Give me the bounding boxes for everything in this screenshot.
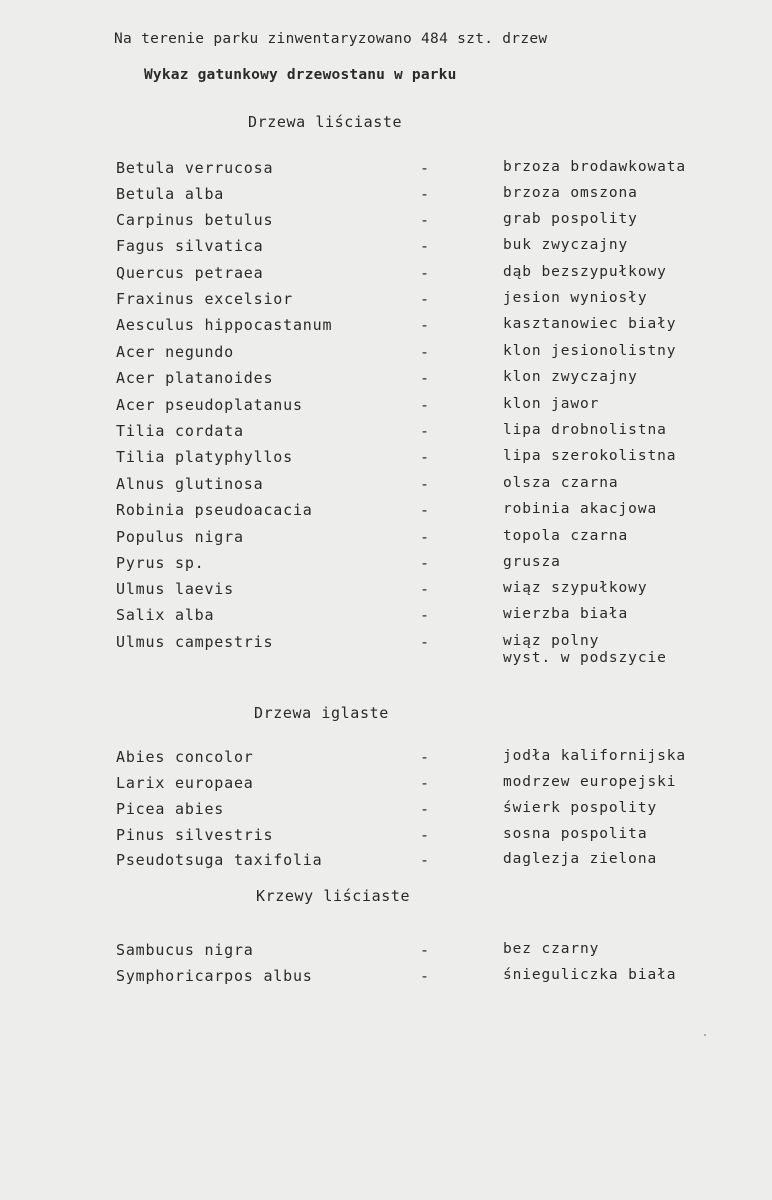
- polish-name: olsza czarna: [503, 475, 619, 491]
- latin-name: Abies concolor: [116, 748, 254, 766]
- polish-name: dąb bezszypułkowy: [503, 264, 667, 280]
- polish-name: klon zwyczajny: [503, 369, 638, 385]
- polish-name: sosna pospolita: [503, 826, 648, 842]
- latin-name: Acer negundo: [116, 343, 234, 361]
- polish-name: klon jawor: [503, 396, 600, 412]
- list-item: [0, 290, 772, 314]
- separator-dash: -: [420, 159, 430, 177]
- separator-dash: -: [420, 606, 430, 624]
- latin-name: Fagus silvatica: [116, 237, 264, 255]
- list-item: [0, 941, 772, 965]
- latin-name: Alnus glutinosa: [116, 475, 264, 493]
- separator-dash: -: [420, 369, 430, 387]
- section-heading-deciduous-trees: Drzewa liściaste: [248, 113, 403, 131]
- list-item: [0, 396, 772, 420]
- polish-name: modrzew europejski: [503, 774, 677, 790]
- latin-name: Tilia platyphyllos: [116, 448, 293, 466]
- list-item: [0, 237, 772, 261]
- separator-dash: -: [420, 851, 430, 869]
- list-item: [0, 851, 772, 875]
- list-item: [0, 606, 772, 630]
- polish-name: śnieguliczka biała: [503, 967, 677, 983]
- list-item: [0, 343, 772, 367]
- separator-dash: -: [420, 528, 430, 546]
- separator-dash: -: [420, 826, 430, 844]
- list-item: [0, 528, 772, 552]
- list-item: [0, 800, 772, 824]
- separator-dash: -: [420, 237, 430, 255]
- latin-name: Pseudotsuga taxifolia: [116, 851, 323, 869]
- separator-dash: -: [420, 422, 430, 440]
- polish-name: daglezja zielona: [503, 851, 658, 867]
- latin-name: Picea abies: [116, 800, 225, 818]
- latin-name: Populus nigra: [116, 528, 244, 546]
- polish-name: brzoza brodawkowata: [503, 159, 686, 175]
- separator-dash: -: [420, 475, 430, 493]
- list-item: [0, 967, 772, 991]
- list-item: [0, 185, 772, 209]
- intro-text: Na terenie parku zinwentaryzowano 484 szt. drzew: [114, 31, 548, 47]
- list-item: [0, 422, 772, 446]
- section-heading-coniferous-trees: Drzewa iglaste: [254, 704, 389, 722]
- latin-name: Ulmus laevis: [116, 580, 234, 598]
- latin-name: Fraxinus excelsior: [116, 290, 293, 308]
- latin-name: Pinus silvestris: [116, 826, 274, 844]
- latin-name: Sambucus nigra: [116, 941, 254, 959]
- latin-name: Tilia cordata: [116, 422, 244, 440]
- latin-name: Robinia pseudoacacia: [116, 501, 313, 519]
- list-item: [0, 826, 772, 850]
- latin-name: Larix europaea: [116, 774, 254, 792]
- latin-name: Quercus petraea: [116, 264, 264, 282]
- polish-name: grusza: [503, 554, 561, 570]
- paper-speck: [704, 1034, 706, 1036]
- polish-name: lipa szerokolistna: [503, 448, 677, 464]
- separator-dash: -: [420, 967, 430, 985]
- polish-name: kasztanowiec biały: [503, 316, 677, 332]
- list-item: [0, 748, 772, 772]
- separator-dash: -: [420, 501, 430, 519]
- note-text: wyst. w podszycie: [503, 650, 667, 666]
- list-item: [0, 211, 772, 235]
- separator-dash: -: [420, 448, 430, 466]
- list-item: [0, 264, 772, 288]
- separator-dash: -: [420, 396, 430, 414]
- polish-name: jodła kalifornijska: [503, 748, 686, 764]
- latin-name: Acer platanoides: [116, 369, 274, 387]
- separator-dash: -: [420, 290, 430, 308]
- list-item: [0, 475, 772, 499]
- separator-dash: -: [420, 633, 430, 651]
- latin-name: Betula alba: [116, 185, 225, 203]
- list-item: [0, 448, 772, 472]
- separator-dash: -: [420, 343, 430, 361]
- polish-name: bez czarny: [503, 941, 600, 957]
- separator-dash: -: [420, 580, 430, 598]
- list-item: [0, 159, 772, 183]
- separator-dash: -: [420, 774, 430, 792]
- list-item: [0, 369, 772, 393]
- polish-name: wiąz polny: [503, 633, 600, 649]
- document-subtitle: Wykaz gatunkowy drzewostanu w parku: [144, 67, 457, 83]
- list-item: [0, 554, 772, 578]
- separator-dash: -: [420, 800, 430, 818]
- latin-name: Salix alba: [116, 606, 215, 624]
- latin-name: Betula verrucosa: [116, 159, 274, 177]
- list-item: [0, 774, 772, 798]
- polish-name: robinia akacjowa: [503, 501, 658, 517]
- separator-dash: -: [420, 554, 430, 572]
- separator-dash: -: [420, 748, 430, 766]
- polish-name: klon jesionolistny: [503, 343, 677, 359]
- polish-name: topola czarna: [503, 528, 629, 544]
- list-item: [0, 580, 772, 604]
- polish-name: lipa drobnolistna: [503, 422, 667, 438]
- separator-dash: -: [420, 211, 430, 229]
- latin-name: Symphoricarpos albus: [116, 967, 313, 985]
- separator-dash: -: [420, 316, 430, 334]
- latin-name: Ulmus campestris: [116, 633, 274, 651]
- section-heading-deciduous-shrubs: Krzewy liściaste: [256, 887, 411, 905]
- separator-dash: -: [420, 941, 430, 959]
- list-item: [0, 316, 772, 340]
- latin-name: Carpinus betulus: [116, 211, 274, 229]
- polish-name: świerk pospolity: [503, 800, 658, 816]
- separator-dash: -: [420, 185, 430, 203]
- polish-name: jesion wyniosły: [503, 290, 648, 306]
- latin-name: Pyrus sp.: [116, 554, 205, 572]
- polish-name: wiąz szypułkowy: [503, 580, 648, 596]
- latin-name: Acer pseudoplatanus: [116, 396, 303, 414]
- polish-name: buk zwyczajny: [503, 237, 629, 253]
- list-item: [0, 501, 772, 525]
- polish-name: brzoza omszona: [503, 185, 638, 201]
- polish-name: wierzba biała: [503, 606, 629, 622]
- separator-dash: -: [420, 264, 430, 282]
- polish-name: grab pospolity: [503, 211, 638, 227]
- latin-name: Aesculus hippocastanum: [116, 316, 333, 334]
